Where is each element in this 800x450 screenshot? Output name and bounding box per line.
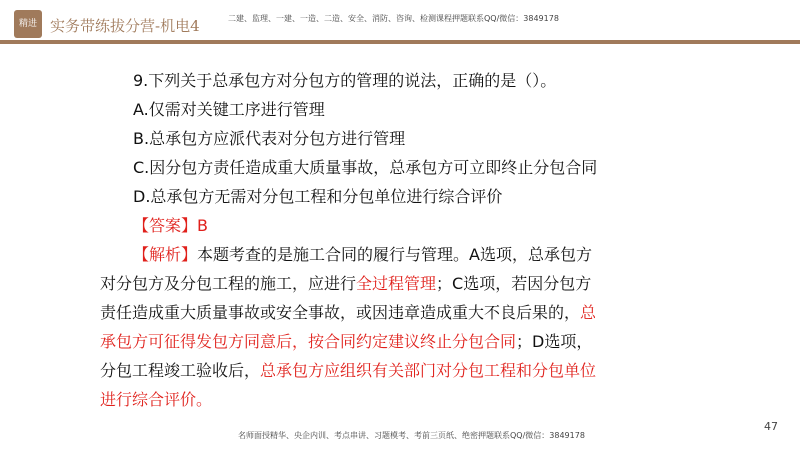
answer-value: B (197, 216, 208, 235)
answer-line (100, 211, 660, 240)
explanation-line-3 (100, 298, 660, 327)
answer-label: 【答案】 (133, 216, 198, 235)
explanation-highlight: 总 (580, 303, 597, 322)
option-c: C.因分包方责任造成重大质量事故，总承包方可立即终止分包合同 (133, 158, 598, 177)
explanation-text: 对分包方及分包工程的施工，应进行 (100, 274, 357, 293)
explanation-line-2 (100, 269, 660, 298)
explanation-line-1 (100, 240, 660, 269)
brand-logo-text: 精进 (18, 18, 37, 29)
explanation-text: 分包工程竣工验收后， (100, 361, 261, 380)
header-banner: 二建、监理、一建、一造、二造、安全、消防、咨询、检测课程押题联系QQ/微信：3849178 (228, 14, 559, 23)
slide-content (100, 66, 660, 414)
header-divider (0, 40, 800, 44)
explanation-line-6 (100, 385, 660, 414)
question-stem: 9.下列关于总承包方对分包方的管理的说法，正确的是（）。 (133, 71, 557, 90)
option-d: D.总承包方无需对分包工程和分包单位进行综合评价 (133, 187, 503, 206)
option-b: B.总承包方应派代表对分包方进行管理 (133, 129, 406, 148)
explanation-line-5 (100, 356, 660, 385)
explanation-text: 责任造成重大质量事故或安全事故，或因违章造成重大不良后果的， (100, 303, 581, 322)
course-title: 实务带练拔分营-机电4 (50, 17, 200, 35)
explanation-highlight: 总承包方应组织有关部门对分包工程和分包单位 (260, 361, 597, 380)
option-a: A.仅需对关键工序进行管理 (133, 100, 325, 119)
brand-logo (14, 10, 42, 38)
explanation-highlight: 承包方可征得发包方同意后，按合同约定建议终止分包合同 (100, 332, 517, 351)
explanation-text: ；D选项， (516, 332, 593, 351)
explanation-label: 【解析】 (133, 245, 198, 264)
explanation-highlight: 进行综合评价。 (100, 390, 213, 409)
explanation-text: ；C选项，若因分包方 (436, 274, 592, 293)
explanation-line-4 (100, 327, 660, 356)
explanation-text: 本题考查的是施工合同的履行与管理。A选项，总承包方 (197, 245, 592, 264)
explanation-highlight: 全过程管理 (356, 274, 437, 293)
page-number: 47 (764, 420, 778, 433)
footer-banner: 名师面授精华、央企内训、考点串讲、习题模考、考前三页纸、绝密押题联系QQ/微信：3849178 (238, 431, 585, 440)
